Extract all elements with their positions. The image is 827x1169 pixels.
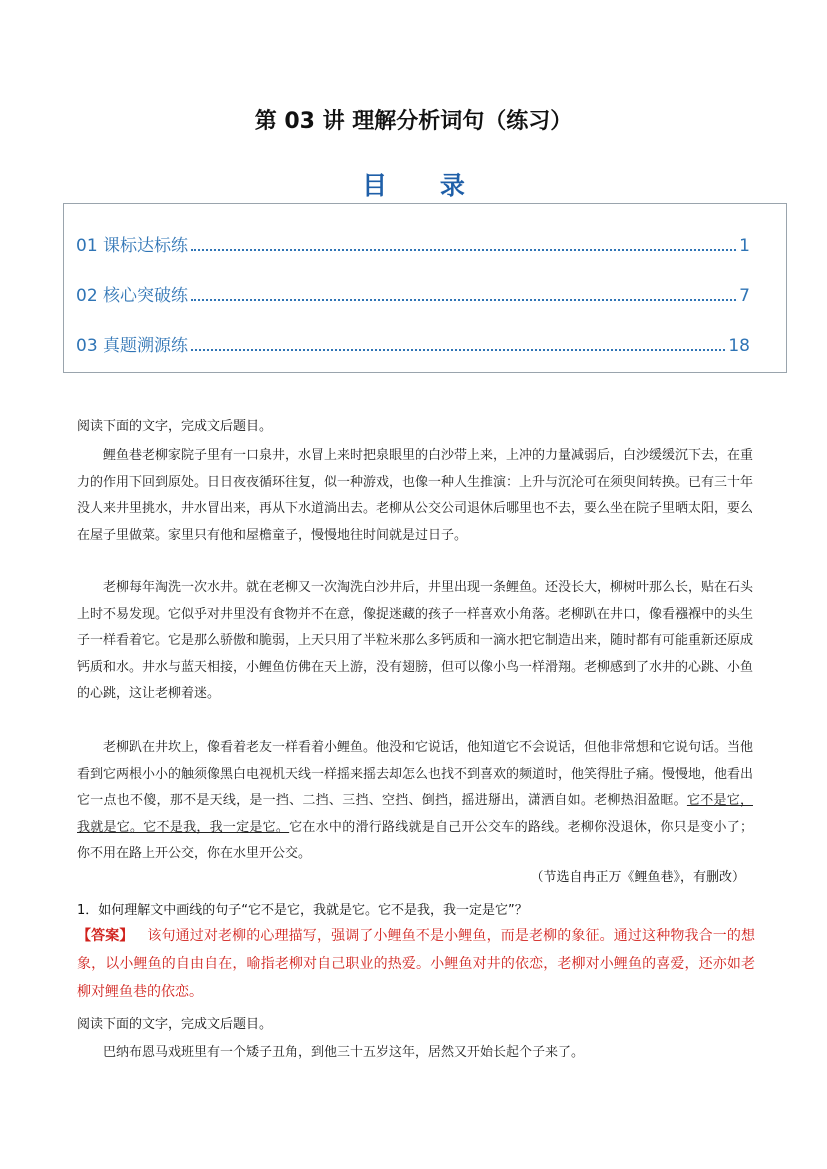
passage-paragraph-1: 鲤鱼巷老柳家院子里有一口泉井，水冒上来时把泉眼里的白沙带上来，上冲的力量减弱后，白沙缓缓沉下去，在重力的作用下回到原处。日日夜夜循环往复，似一种游戏，也像一种人生推演：上升与沉沦可在须臾间转换。已有三十年没人来井里挑水，井水冒出来，再从下水道淌出去。老柳从公交公司退休后哪里也不去，要么坐在院子里晒太阳，要么在屋子里做菜。家里只有他和屋檐童子，慢慢地往时间就是过日子。 <box>77 448 754 543</box>
question-1: 1．如何理解文中画线的句子“它不是它，我就是它。它不是我，我一定是它”？ <box>77 903 528 918</box>
toc-heading: 目 录 <box>362 171 487 200</box>
toc-item-label[interactable]: 02 核心突破练 <box>76 286 189 306</box>
answer-tag: 【答案】 <box>77 928 134 944</box>
toc-page-number: 7 <box>739 286 750 306</box>
passage-text: 老柳趴在井坎上，像看着老友一样看着小鲤鱼。他没和它说话，他知道它不会说话，但他非常想和它说句话。当他看到它两根小小的触须像黑白电视机天线一样摇来摇去却怎么也找不到喜欢的频道时，他笑得肚子痛。慢慢地，他看出它一点也不傻，那不是天线，是一挡、二挡、三挡、空挡、倒挡，摇进掰出，潇洒自如。老柳热泪盈眶。 <box>77 740 754 809</box>
toc-leader-dots <box>191 299 736 301</box>
toc-page-number: 1 <box>739 236 750 256</box>
table-of-contents <box>63 203 787 373</box>
page-title: 第 03 讲 理解分析词句（练习） <box>254 109 573 134</box>
toc-leader-dots <box>191 249 736 251</box>
reading-instruction-2: 阅读下面的文字，完成文后题目。 <box>77 1017 273 1032</box>
passage2-paragraph-1: 巴纳布恩马戏班里有一个矮子丑角，到他三十五岁这年，居然又开始长起个子来了。 <box>103 1045 585 1060</box>
toc-item-label[interactable]: 01 课标达标练 <box>76 236 189 256</box>
toc-item-label[interactable]: 03 真题溯源练 <box>76 336 189 356</box>
answer-block <box>77 922 755 1006</box>
toc-item-2[interactable] <box>76 282 750 306</box>
underlined-sentence: 它不是它，我就是它。它不是我，我一定是它。 <box>77 793 753 835</box>
passage-text: 它在水中的滑行路线就是自己开公交车的路线。老柳你没退休，你只是变小了；你不用在路上开公交，你在水里开公交。 <box>77 819 753 862</box>
toc-item-1[interactable] <box>76 232 750 256</box>
source-citation: （节选自冉正万《鲤鱼巷》，有删改） <box>530 870 745 885</box>
reading-instruction: 阅读下面的文字，完成文后题目。 <box>77 419 273 434</box>
toc-page-number: 18 <box>728 336 750 356</box>
passage-paragraph-2: 老柳每年淘洗一次水井。就在老柳又一次淘洗白沙井后，井里出现一条鲤鱼。还没长大，柳树叶那么长，贴在石头上时不易发现。它似乎对井里没有食物并不在意，像捉迷藏的孩子一样喜欢小角落。老柳趴在井口，像看襁褓中的头生子一样看着它。它是那么骄傲和脆弱，上天只用了半粒米那么多钙质和一滴水把它制造出来，随时都有可能重新还原成钙质和水。井水与蓝天相接，小鲤鱼仿佛在天上游，没有翅膀，但可以像小鸟一样滑翔。老柳感到了水井的心跳、小鱼的心跳，这让老柳着迷。 <box>77 580 754 702</box>
answer-text: 该句通过对老柳的心理描写，强调了小鲤鱼不是小鲤鱼，而是老柳的象征。通过这种物我合一的想象，以小鲤鱼的自由自在，喻指老柳对自己职业的热爱。小鲤鱼对井的依恋，老柳对小鲤鱼的喜爱，还亦如老柳对鲤鱼巷的依恋。 <box>77 928 756 1000</box>
toc-item-3[interactable] <box>76 332 750 356</box>
toc-leader-dots <box>191 349 725 351</box>
passage-paragraph-3 <box>77 735 753 868</box>
